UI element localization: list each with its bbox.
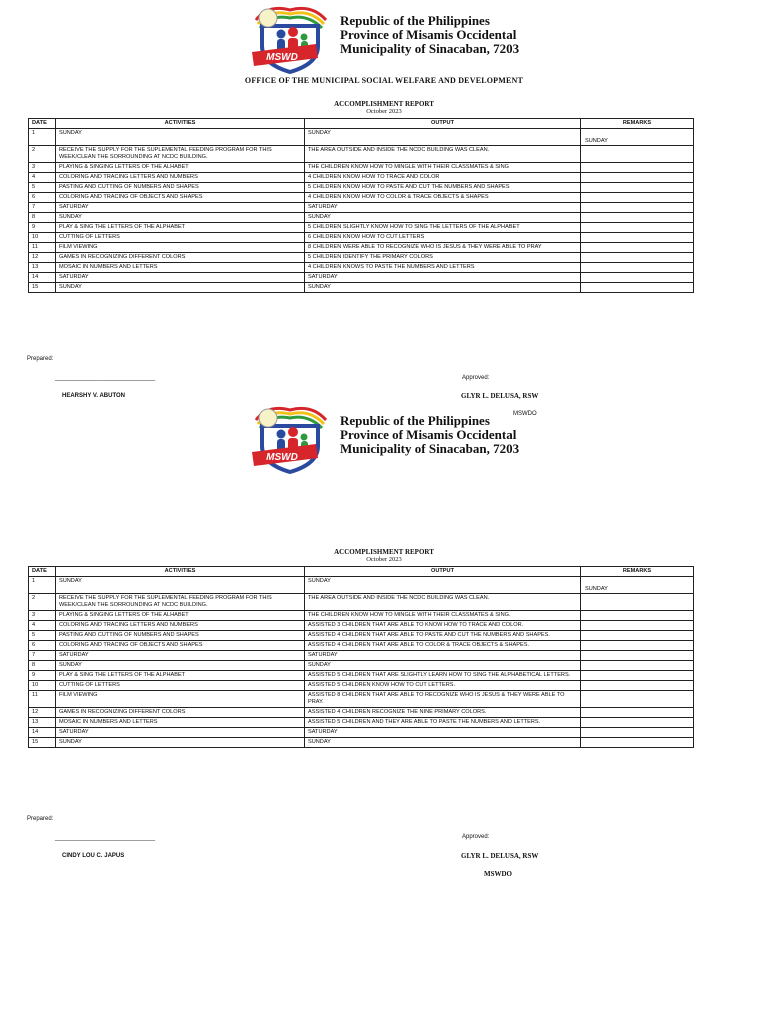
col-date: DATE — [29, 567, 56, 577]
approver-name-2: GLYR L. DELUSA, RSW — [461, 852, 539, 860]
date-cell: 5 — [29, 183, 56, 193]
remarks-cell — [581, 233, 694, 243]
activity-cell: FILM VIEWING — [56, 243, 305, 253]
remarks-cell — [581, 273, 694, 283]
republic-line: Republic of the Philippines — [340, 13, 490, 28]
activity-cell: SUNDAY — [56, 661, 305, 671]
date-cell: 15 — [29, 738, 56, 748]
activity-cell: PASTING AND CUTTING OF NUMBERS AND SHAPES — [56, 631, 305, 641]
table-row — [29, 651, 694, 661]
table-row — [29, 611, 694, 621]
activity-cell: SATURDAY — [56, 651, 305, 661]
table-row — [29, 253, 694, 263]
activity-cell: SUNDAY — [56, 129, 305, 146]
date-cell: 8 — [29, 213, 56, 223]
table-row — [29, 621, 694, 631]
remarks-text: SUNDAY — [585, 138, 608, 144]
activity-cell: SUNDAY — [56, 577, 305, 594]
col-remarks: REMARKS — [581, 567, 694, 577]
activity-cell: COLORING AND TRACING LETTERS AND NUMBERS — [56, 621, 305, 631]
output-cell: THE CHILDREN KNOW HOW TO MINGLE WITH THEIR CLASSMATES & SING. — [305, 611, 581, 621]
remarks-cell — [581, 163, 694, 173]
remarks-cell — [581, 129, 694, 146]
table-row — [29, 661, 694, 671]
report2-month: October 2023 — [366, 556, 402, 563]
activity-cell: FILM VIEWING — [56, 691, 305, 708]
output-cell: SATURDAY — [305, 728, 581, 738]
output-cell: 4 CHILDREN KNOW HOW TO TRACE AND COLOR — [305, 173, 581, 183]
date-cell: 4 — [29, 621, 56, 631]
col-output: OUTPUT — [305, 567, 581, 577]
republic-line: Republic of the Philippines — [340, 413, 490, 428]
output-cell: ASSISTED 5 CHILDREN KNOW HOW TO CUT LETTERS. — [305, 681, 581, 691]
activity-cell: GAMES IN RECOGNIZING DIFFERENT COLORS — [56, 253, 305, 263]
table-row — [29, 173, 694, 183]
output-cell: 4 CHILDREN KNOW HOW TO COLOR & TRACE OBJECTS & SHAPES — [305, 193, 581, 203]
table-row — [29, 183, 694, 193]
date-cell: 14 — [29, 728, 56, 738]
date-cell: 9 — [29, 223, 56, 233]
remarks-cell — [581, 213, 694, 223]
output-cell: ASSISTED 5 CHILDREN AND THEY ARE ABLE TO PASTE THE NUMBERS AND LETTERS. — [305, 718, 581, 728]
date-cell: 10 — [29, 681, 56, 691]
output-cell: SUNDAY — [305, 213, 581, 223]
republic-heading — [340, 414, 519, 456]
logo-text: MSWD — [266, 452, 298, 463]
report1-heading: ACCOMPLISHMENT REPORT — [334, 100, 434, 108]
output-cell: SUNDAY — [305, 577, 581, 594]
output-cell: 8 CHILDREN WERE ABLE TO RECOGNIZE WHO IS JESUS & THEY WERE ABLE TO PRAY — [305, 243, 581, 253]
activity-cell: SATURDAY — [56, 203, 305, 213]
date-cell: 2 — [29, 594, 56, 611]
table-row — [29, 631, 694, 641]
remarks-cell — [581, 671, 694, 681]
output-cell: 4 CHILDREN KNOWS TO PASTE THE NUMBERS AND LETTERS — [305, 263, 581, 273]
date-cell: 13 — [29, 263, 56, 273]
table-row — [29, 718, 694, 728]
table-row — [29, 577, 694, 594]
letterhead-bottom — [248, 402, 548, 474]
col-remarks: REMARKS — [581, 119, 694, 129]
report1-title — [0, 100, 768, 116]
table-row — [29, 163, 694, 173]
date-cell: 3 — [29, 163, 56, 173]
output-cell: SUNDAY — [305, 283, 581, 293]
date-cell: 7 — [29, 651, 56, 661]
activity-cell: PLAYING & SINGING LETTERS OF THE ALHABET — [56, 163, 305, 173]
table-row — [29, 233, 694, 243]
logo-text: MSWD — [266, 52, 298, 63]
report2-table — [28, 566, 694, 748]
activity-cell: SATURDAY — [56, 273, 305, 283]
table-row — [29, 129, 694, 146]
output-cell: SUNDAY — [305, 661, 581, 671]
activity-cell: PLAYING & SINGING LETTERS OF THE ALHABET — [56, 611, 305, 621]
table-header-row — [29, 567, 694, 577]
remarks-cell — [581, 173, 694, 183]
table-row — [29, 243, 694, 253]
table-row — [29, 681, 694, 691]
output-cell: THE CHILDREN KNOW HOW TO MINGLE WITH THEIR CLASSMATES & SING — [305, 163, 581, 173]
output-cell: ASSISTED 4 CHILDREN THAT ARE ABLE TO COLOR & TRACE OBJECTS & SHAPES. — [305, 641, 581, 651]
activity-cell: SUNDAY — [56, 213, 305, 223]
table-row — [29, 594, 694, 611]
activity-cell: COLORING AND TRACING LETTERS AND NUMBERS — [56, 173, 305, 183]
remarks-cell — [581, 577, 694, 594]
date-cell: 12 — [29, 253, 56, 263]
remarks-cell — [581, 728, 694, 738]
output-cell: ASSISTED 5 CHILDREN THAT ARE SLIGHTLY LEARN HOW TO SING THE ALPHABETICAL LETTERS. — [305, 671, 581, 681]
remarks-cell — [581, 243, 694, 253]
activity-cell: PLAY & SING THE LETTERS OF THE ALPHABET — [56, 671, 305, 681]
remarks-cell — [581, 193, 694, 203]
table-row — [29, 203, 694, 213]
date-cell: 9 — [29, 671, 56, 681]
activity-cell: PASTING AND CUTTING OF NUMBERS AND SHAPES — [56, 183, 305, 193]
date-cell: 12 — [29, 708, 56, 718]
table-row — [29, 283, 694, 293]
remarks-cell — [581, 661, 694, 671]
report1-table — [28, 118, 694, 293]
date-cell: 3 — [29, 611, 56, 621]
table-header-row — [29, 119, 694, 129]
date-cell: 5 — [29, 631, 56, 641]
output-cell: SATURDAY — [305, 651, 581, 661]
republic-heading — [340, 14, 519, 56]
activity-cell: MOSAIC IN NUMBERS AND LETTERS — [56, 718, 305, 728]
output-cell: THE AREA OUTSIDE AND INSIDE THE NCDC BUILDING WAS CLEAN. — [305, 594, 581, 611]
preparer-name-2: CINDY LOU C. JAPUS — [62, 853, 125, 859]
municipality-line: Municipality of Sinacaban, 7203 — [340, 441, 520, 456]
office-title: OFFICE OF THE MUNICIPAL SOCIAL WELFARE AND DEVELOPMENT — [244, 76, 524, 85]
date-cell: 6 — [29, 193, 56, 203]
table-row — [29, 273, 694, 283]
output-cell: ASSISTED 4 CHILDREN RECOGNIZE THE NINE PRIMARY COLORS. — [305, 708, 581, 718]
activity-cell: CUTTING OF LETTERS — [56, 681, 305, 691]
activity-cell: MOSAIC IN NUMBERS AND LETTERS — [56, 263, 305, 273]
date-cell: 7 — [29, 203, 56, 213]
activity-cell: SATURDAY — [56, 728, 305, 738]
approver-title-1: MSWDO — [513, 411, 537, 417]
remarks-cell — [581, 641, 694, 651]
letterhead-top — [248, 2, 548, 74]
mswd-logo-icon — [248, 402, 332, 474]
remarks-cell — [581, 263, 694, 273]
table-row — [29, 263, 694, 273]
table-row — [29, 738, 694, 748]
activity-cell: RECEIVE THE SUPPLY FOR THE SUPLEMENTAL FEEDING PROGRAM FOR THIS WEEK/CLEAN THE SORROUNDING AT NCDC BUILDING. — [56, 594, 305, 611]
approved-label-2: Approved: — [462, 834, 490, 840]
date-cell: 8 — [29, 661, 56, 671]
output-cell: 5 CHILDREN KNOW HOW TO PASTE AND CUT THE NUMBERS AND SHAPES — [305, 183, 581, 193]
col-activities: ACTIVITIES — [56, 567, 305, 577]
remarks-cell — [581, 738, 694, 748]
output-cell: SATURDAY — [305, 273, 581, 283]
approved-label-1: Approved: — [462, 375, 490, 381]
remarks-cell — [581, 681, 694, 691]
output-cell: SATURDAY — [305, 203, 581, 213]
date-cell: 1 — [29, 129, 56, 146]
output-cell: 6 CHILDREN KNOW HOW TO CUT LETTERS — [305, 233, 581, 243]
activity-cell: SUNDAY — [56, 738, 305, 748]
table-row — [29, 146, 694, 163]
remarks-cell — [581, 691, 694, 708]
table-row — [29, 223, 694, 233]
report1-month: October 2023 — [366, 108, 402, 115]
remarks-cell — [581, 594, 694, 611]
province-line: Province of Misamis Occidental — [340, 427, 517, 442]
table-row — [29, 193, 694, 203]
remarks-cell — [581, 718, 694, 728]
remarks-cell — [581, 223, 694, 233]
output-cell: 5 CHILDREN IDENTIFY THE PRIMARY COLORS — [305, 253, 581, 263]
activity-cell: SUNDAY — [56, 283, 305, 293]
table-row — [29, 213, 694, 223]
col-date: DATE — [29, 119, 56, 129]
remarks-cell — [581, 621, 694, 631]
date-cell: 1 — [29, 577, 56, 594]
report2-title — [0, 548, 768, 564]
report2-heading: ACCOMPLISHMENT REPORT — [334, 548, 434, 556]
activity-cell: GAMES IN RECOGNIZING DIFFERENT COLORS — [56, 708, 305, 718]
col-output: OUTPUT — [305, 119, 581, 129]
date-cell: 10 — [29, 233, 56, 243]
date-cell: 15 — [29, 283, 56, 293]
table-row — [29, 708, 694, 718]
activity-cell: COLORING AND TRACING OF OBJECTS AND SHAPES — [56, 193, 305, 203]
mswd-logo-icon — [248, 2, 332, 74]
output-cell: ASSISTED 4 CHILDREN THAT ARE ABLE TO PASTE AND CUT THE NUMBERS AND SHAPES. — [305, 631, 581, 641]
municipality-line: Municipality of Sinacaban, 7203 — [340, 41, 520, 56]
date-cell: 4 — [29, 173, 56, 183]
output-cell: THE AREA OUTSIDE AND INSIDE THE NCDC BUILDING WAS CLEAN. — [305, 146, 581, 163]
approver-title-2: MSWDO — [484, 870, 512, 878]
activity-cell: PLAY & SING THE LETTERS OF THE ALPHABET — [56, 223, 305, 233]
remarks-cell — [581, 283, 694, 293]
table-row — [29, 671, 694, 681]
table-row — [29, 728, 694, 738]
table-row — [29, 641, 694, 651]
date-cell: 11 — [29, 691, 56, 708]
remarks-cell — [581, 146, 694, 163]
date-cell: 13 — [29, 718, 56, 728]
signature-line-1: ______________________________ — [55, 375, 156, 381]
approver-name-1: GLYR L. DELUSA, RSW — [461, 392, 539, 400]
date-cell: 2 — [29, 146, 56, 163]
remarks-text: SUNDAY — [585, 586, 608, 592]
remarks-cell — [581, 611, 694, 621]
remarks-cell — [581, 203, 694, 213]
table-row — [29, 691, 694, 708]
date-cell: 14 — [29, 273, 56, 283]
output-cell: ASSISTED 8 CHILDREN THAT ARE ABLE TO RECOGNIZE WHO IS JESUS & THEY WERE ABLE TO PRAY. — [305, 691, 581, 708]
date-cell: 6 — [29, 641, 56, 651]
remarks-cell — [581, 708, 694, 718]
output-cell: 5 CHILDREN SLIGHTLY KNOW HOW TO SING THE LETTERS OF THE ALPHABET — [305, 223, 581, 233]
output-cell: SUNDAY — [305, 129, 581, 146]
col-activities: ACTIVITIES — [56, 119, 305, 129]
remarks-cell — [581, 183, 694, 193]
date-cell: 11 — [29, 243, 56, 253]
activity-cell: COLORING AND TRACING OF OBJECTS AND SHAPES — [56, 641, 305, 651]
remarks-cell — [581, 651, 694, 661]
prepared-label-1: Prepared: — [27, 356, 54, 362]
activity-cell: CUTTING OF LETTERS — [56, 233, 305, 243]
signature-line-2: ______________________________ — [55, 835, 156, 841]
remarks-cell — [581, 631, 694, 641]
output-cell: ASSISTED 3 CHILDREN THAT ARE ABLE TO KNOW HOW TO TRACE AND COLOR. — [305, 621, 581, 631]
output-cell: SUNDAY — [305, 738, 581, 748]
prepared-label-2: Prepared: — [27, 816, 54, 822]
province-line: Province of Misamis Occidental — [340, 27, 517, 42]
preparer-name-1: HEARSHY V. ABUTON — [62, 393, 126, 399]
remarks-cell — [581, 253, 694, 263]
activity-cell: RECEIVE THE SUPPLY FOR THE SUPLEMENTAL FEEDING PROGRAM FOR THIS WEEK/CLEAN THE SORROUNDING AT NCDC BUILDING. — [56, 146, 305, 163]
